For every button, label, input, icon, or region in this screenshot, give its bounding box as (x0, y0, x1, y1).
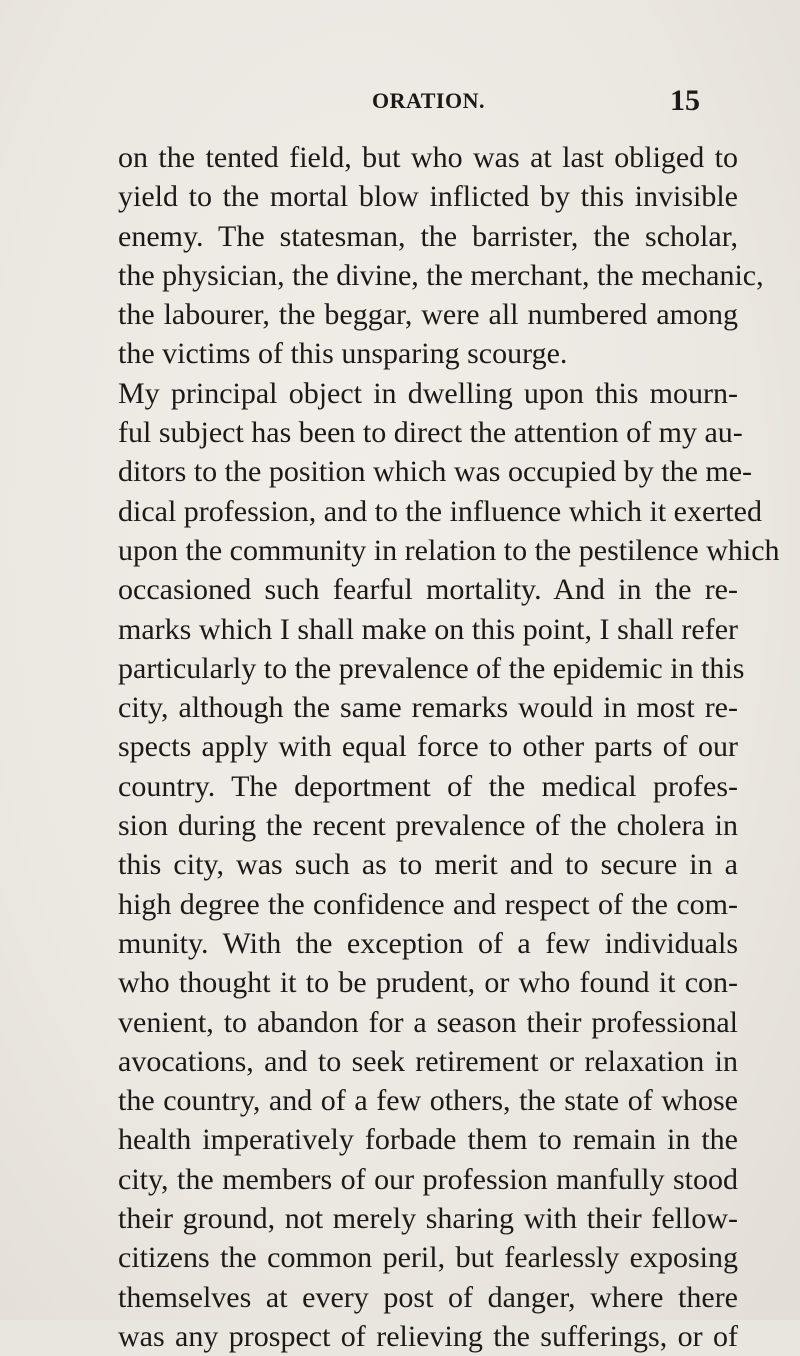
text-line: dical profession, and to the influence which it exerted (118, 494, 762, 528)
text-line: enemy. The statesman, the barrister, the scholar, (118, 219, 738, 253)
page-header (0, 84, 800, 128)
text-line: city, although the same remarks would in most re- (118, 691, 738, 725)
body-text (118, 138, 780, 1356)
text-line: high degree the confidence and respect of the com- (118, 887, 738, 921)
text-line: venient, to abandon for a season their professional (118, 1005, 738, 1039)
text-line: upon the community in relation to the pestilence which (118, 533, 780, 567)
text-line: who thought it to be prudent, or who found it con- (118, 966, 738, 1000)
text-line: sion during the recent prevalence of the cholera in (118, 809, 738, 843)
text-line: this city, was such as to merit and to secure in a (118, 848, 738, 882)
text-line: the country, and of a few others, the state of whose (118, 1084, 738, 1118)
text-line: was any prospect of relieving the sufferings, or of (118, 1319, 738, 1353)
text-line: particularly to the prevalence of the epidemic in this (118, 651, 745, 685)
text-line: the labourer, the beggar, were all numbered among (118, 298, 738, 332)
text-line: marks which I shall make on this point, I shall refer (118, 612, 738, 646)
text-line: yield to the mortal blow inflicted by this invisible (118, 180, 738, 214)
text-line: their ground, not merely sharing with their fellow- (118, 1202, 738, 1236)
text-line: the victims of this unsparing scourge. (118, 337, 568, 371)
text-line: themselves at every post of danger, where there (118, 1280, 738, 1314)
text-line: ful subject has been to direct the attention of my au- (118, 416, 743, 450)
text-line: occasioned such fearful mortality. And in the re- (118, 573, 738, 607)
text-line: country. The deportment of the medical profes- (118, 769, 738, 803)
text-line: munity. With the exception of a few individuals (118, 926, 738, 960)
text-line: on the tented field, but who was at last obliged to (118, 141, 738, 174)
text-line: the physician, the divine, the merchant, the mechanic, (118, 258, 764, 292)
text-line: ditors to the position which was occupied by the me- (118, 455, 753, 489)
text-line: spects apply with equal force to other parts of our (118, 730, 738, 764)
text-line: avocations, and to seek retirement or relaxation in (118, 1044, 738, 1078)
text-line: My principal object in dwelling upon this mourn- (118, 376, 738, 410)
text-line: health imperatively forbade them to remain in the (118, 1123, 738, 1157)
running-head: ORATION. (372, 88, 485, 113)
text-line: city, the members of our profession manfully stood (118, 1162, 738, 1196)
page-number: 15 (670, 84, 700, 117)
text-line: citizens the common peril, but fearlessly exposing (118, 1241, 738, 1275)
